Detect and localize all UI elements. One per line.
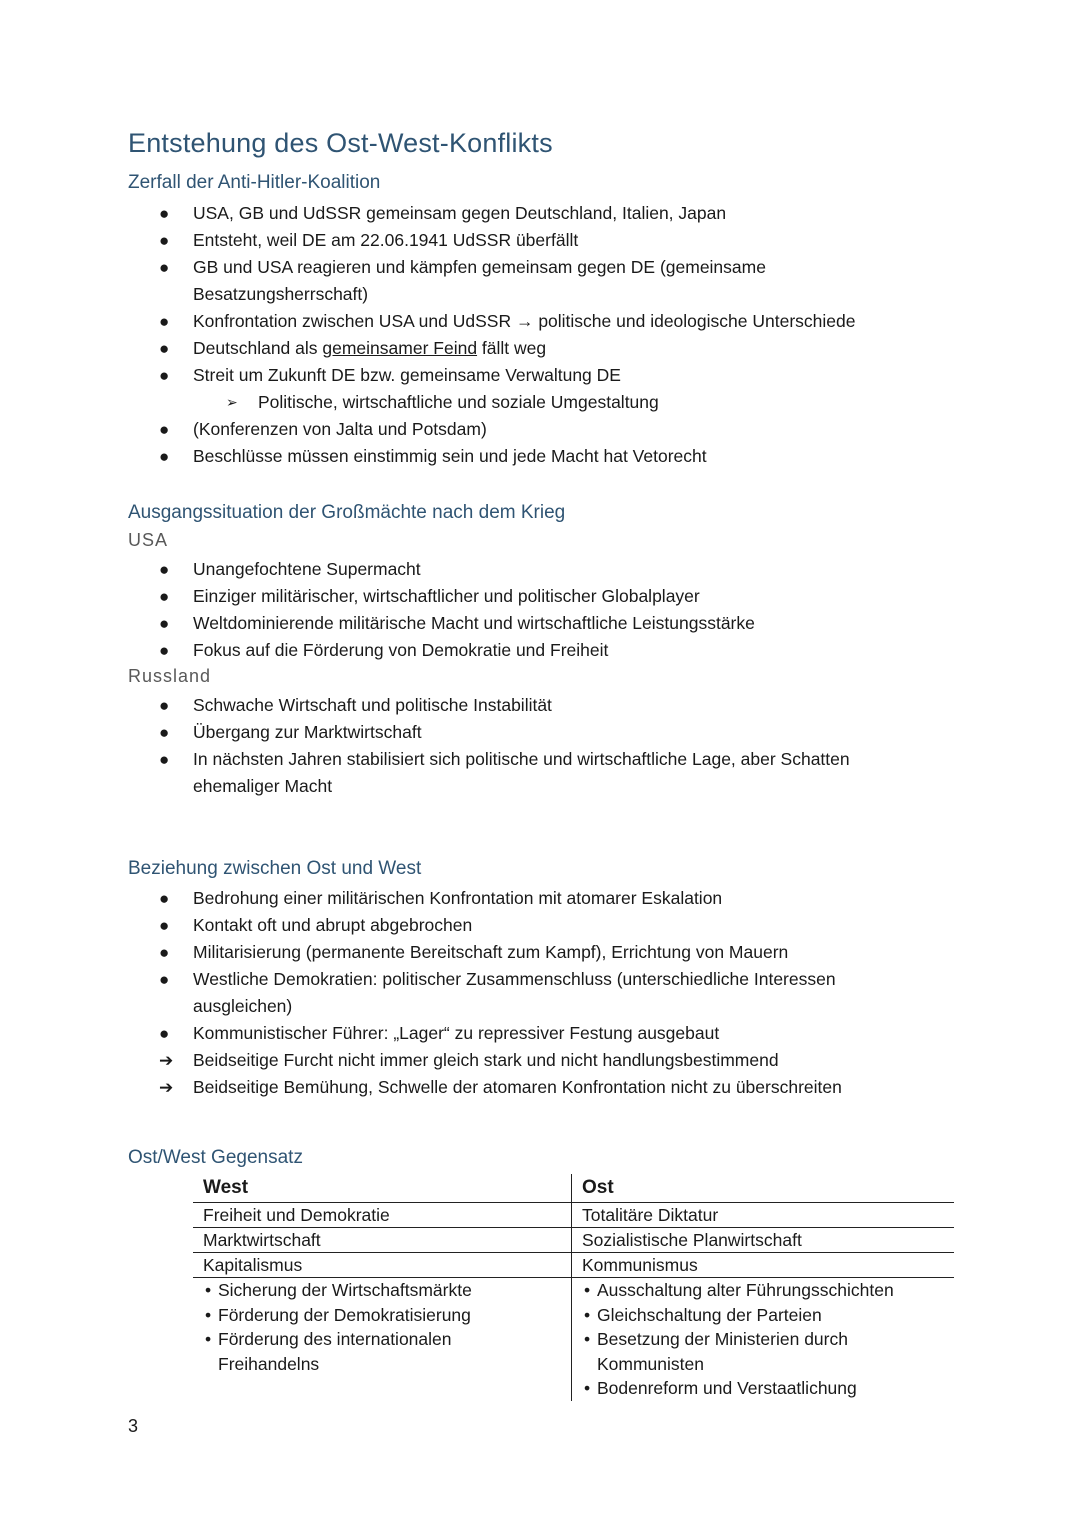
bullet-icon: ● xyxy=(159,420,170,439)
list-item: ● Deutschland als gemeinsamer Feind fällt weg xyxy=(0,335,913,362)
arrow-icon: ➔ xyxy=(159,1078,174,1097)
list-item: • Ausschaltung alter Führungsschichten xyxy=(572,1278,954,1303)
column-header-west: West xyxy=(203,1177,249,1198)
list-item: ➔ Beidseitige Furcht nicht immer gleich stark und nicht handlungsbestimmend xyxy=(0,1047,913,1074)
bullet-icon: ● xyxy=(159,339,170,358)
table-cell: Freiheit und Demokratie xyxy=(193,1202,571,1227)
arrow-bullet-icon: ➢ xyxy=(226,394,238,410)
bullet-list-usa xyxy=(0,556,1080,664)
bullet-icon: ● xyxy=(159,312,170,331)
list-item: ● Entsteht, weil DE am 22.06.1941 UdSSR überfällt xyxy=(0,227,913,254)
bullet-list-beziehung xyxy=(0,885,1080,1101)
list-item: ● Bedrohung einer militärischen Konfrontation mit atomarer Eskalation xyxy=(0,885,913,912)
section-heading-beziehung: Beziehung zwischen Ost und West xyxy=(128,858,422,879)
table-cell: Totalitäre Diktatur xyxy=(572,1202,954,1227)
ost-bullet-list xyxy=(572,1277,954,1401)
bullet-list-russland xyxy=(0,692,1080,800)
list-item: • Förderung des internationalen Freihandelns xyxy=(205,1329,452,1374)
sub-list-item: ➢ Politische, wirtschaftliche und soziale Umgestaltung xyxy=(0,389,978,416)
table-cell: Kommunismus xyxy=(572,1252,954,1277)
column-header-ost: Ost xyxy=(582,1177,614,1198)
list-item: ➔ Beidseitige Bemühung, Schwelle der atomaren Konfrontation nicht zu überschreiten xyxy=(0,1074,913,1101)
list-item: ● Konfrontation zwischen USA und UdSSR → politische und ideologische Unterschiede xyxy=(0,308,913,335)
bullet-icon: ● xyxy=(159,258,170,277)
list-item: ● Kontakt oft und abrupt abgebrochen xyxy=(0,912,913,939)
list-item: ● Übergang zur Marktwirtschaft xyxy=(0,719,913,746)
list-item: • Gleichschaltung der Parteien xyxy=(572,1303,954,1328)
bullet-icon: ● xyxy=(159,916,170,935)
section-heading-ausgangssituation: Ausgangssituation der Großmächte nach dem Krieg xyxy=(128,502,566,523)
subheading-usa: USA xyxy=(128,530,169,550)
list-item: ● GB und USA reagieren und kämpfen gemeinsam gegen DE (gemeinsame Besatzungsherrschaft) xyxy=(0,254,913,308)
bullet-icon: • xyxy=(205,1280,212,1300)
subheading-russland: Russland xyxy=(128,666,212,686)
bullet-icon: ● xyxy=(159,970,170,989)
table-column-ost xyxy=(571,1174,954,1401)
bullet-icon: • xyxy=(584,1280,591,1300)
list-item: ● Streit um Zukunft DE bzw. gemeinsame Verwaltung DE xyxy=(0,362,913,389)
west-bullet-list xyxy=(193,1277,571,1376)
bullet-icon: ● xyxy=(159,750,170,769)
list-item: • Förderung der Demokratisierung xyxy=(193,1303,571,1328)
bullet-icon: ● xyxy=(159,641,170,660)
list-item: ● Einziger militärischer, wirtschaftlicher und politischer Globalplayer xyxy=(0,583,913,610)
list-item: ● Militarisierung (permanente Bereitschaft zum Kampf), Errichtung von Mauern xyxy=(0,939,913,966)
list-item: ● Weltdominierende militärische Macht und wirtschaftliche Leistungsstärke xyxy=(0,610,913,637)
bullet-icon: • xyxy=(584,1329,591,1349)
list-item: • Sicherung der Wirtschaftsmärkte xyxy=(193,1278,571,1303)
list-item: ● Westliche Demokratien: politischer Zusammenschluss (unterschiedliche Interessen ausgleichen) xyxy=(0,966,913,1020)
arrow-icon: ➔ xyxy=(159,1051,174,1070)
bullet-icon: • xyxy=(584,1378,591,1398)
bullet-icon: ● xyxy=(159,231,170,250)
bullet-icon: ● xyxy=(159,696,170,715)
list-item: ● In nächsten Jahren stabilisiert sich politische und wirtschaftliche Lage, aber Schatten ehemaliger Macht xyxy=(0,746,913,800)
section-heading-gegensatz: Ost/West Gegensatz xyxy=(128,1147,303,1168)
bullet-icon: • xyxy=(205,1329,212,1349)
list-item: ● Schwache Wirtschaft und politische Instabilität xyxy=(0,692,913,719)
list-item: • Bodenreform und Verstaatlichung xyxy=(572,1376,954,1401)
table-column-west xyxy=(193,1174,571,1376)
bullet-icon: • xyxy=(584,1304,591,1325)
list-item: ● Kommunistischer Führer: „Lager“ zu repressiver Festung ausgebaut xyxy=(0,1020,913,1047)
bullet-icon: ● xyxy=(159,614,170,633)
list-item: ● Fokus auf die Förderung von Demokratie und Freiheit xyxy=(0,637,913,664)
list-item: • Besetzung der Ministerien durch Kommunisten xyxy=(584,1329,848,1374)
bullet-icon: ● xyxy=(159,560,170,579)
bullet-icon: ● xyxy=(159,1024,170,1043)
bullet-icon: • xyxy=(205,1304,212,1325)
page-number: 3 xyxy=(128,1416,139,1436)
bullet-icon: ● xyxy=(159,366,170,385)
table-cell: Sozialistische Planwirtschaft xyxy=(572,1227,954,1252)
section-heading-zerfall: Zerfall der Anti-Hitler-Koalition xyxy=(128,172,381,193)
list-item: ● Beschlüsse müssen einstimmig sein und jede Macht hat Vetorecht xyxy=(0,443,913,470)
underlined-term: gemeinsamer Feind xyxy=(322,338,478,358)
bullet-icon: ● xyxy=(159,587,170,606)
page-title: Entstehung des Ost-West-Konflikts xyxy=(128,128,553,158)
bullet-icon: ● xyxy=(159,204,170,223)
table-cell: Marktwirtschaft xyxy=(193,1227,571,1252)
list-item: ● Unangefochtene Supermacht xyxy=(0,556,913,583)
bullet-icon: ● xyxy=(159,943,170,962)
bullet-list-zerfall xyxy=(0,200,1080,470)
bullet-icon: ● xyxy=(159,447,170,466)
list-item: ● USA, GB und UdSSR gemeinsam gegen Deutschland, Italien, Japan xyxy=(0,200,913,227)
bullet-icon: ● xyxy=(159,723,170,742)
bullet-icon: ● xyxy=(159,889,170,908)
list-item: ● (Konferenzen von Jalta und Potsdam) xyxy=(0,416,913,443)
table-cell: Kapitalismus xyxy=(193,1252,571,1277)
